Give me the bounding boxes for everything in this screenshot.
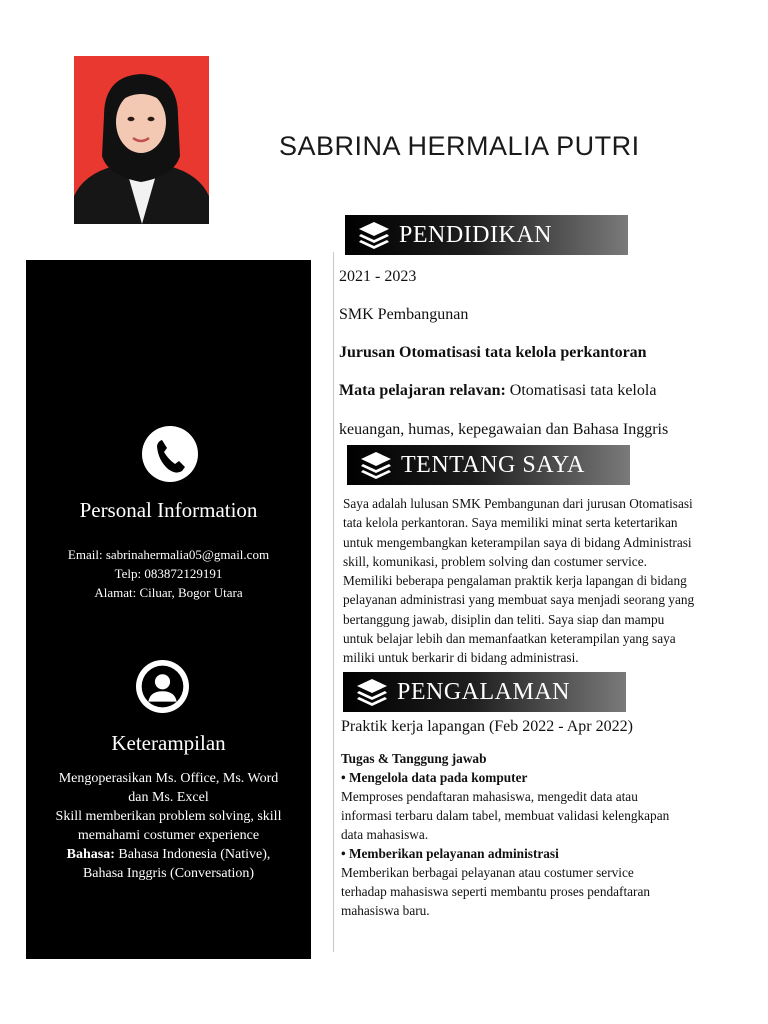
candidate-name: SABRINA HERMALIA PUTRI xyxy=(279,131,640,161)
about-line: Memiliki beberapa pengalaman praktik kerja lapangan di bidang xyxy=(343,573,687,589)
about-line: untuk mengembangkan keterampilan saya di bidang Administrasi xyxy=(343,534,692,550)
major-text: Jurusan Otomatisasi tata kelola perkantoran xyxy=(339,344,647,361)
email-text: Email: sabrinahermalia05@gmail.com xyxy=(67,547,270,562)
language-label: Bahasa: xyxy=(66,847,115,862)
education-heading: PENDIDIKAN xyxy=(399,221,552,248)
phone-icon xyxy=(142,426,198,482)
skills-block xyxy=(26,769,311,883)
education-subjects xyxy=(339,382,656,400)
education-years: 2021 - 2023 xyxy=(339,268,417,285)
about-line: tata kelola perkantoran. Saya memiliki minat serta ketertarikan xyxy=(343,515,678,531)
layers-icon xyxy=(357,220,391,250)
duties-title-text: Tugas & Tanggung jawab xyxy=(341,751,487,766)
duties-title xyxy=(341,749,761,768)
education-subjects-2: keuangan, humas, kepegawaian dan Bahasa Inggris xyxy=(339,421,669,438)
skill-line: memahami costumer experience xyxy=(77,828,260,843)
sidebar xyxy=(26,260,311,959)
about-line: bertanggung jawab, disiplin dan teliti. Saya siap dan mampu xyxy=(343,611,665,627)
duty1-title xyxy=(341,768,761,787)
about-line: Saya adalah lulusan SMK Pembangunan dari jurusan Otomatisasi xyxy=(343,496,693,511)
duty1-line: informasi terbaru dalam tabel, membuat validasi kelengkapan xyxy=(341,808,670,823)
skill-line: dan Ms. Excel xyxy=(128,790,209,805)
language-value: Bahasa Indonesia (Native), xyxy=(114,847,271,862)
subjects-value: Otomatisasi tata kelola xyxy=(505,382,657,399)
user-icon xyxy=(136,660,189,713)
layers-icon xyxy=(355,677,389,707)
education-banner xyxy=(345,215,628,255)
about-line: miliki untuk berkarir di bidang administrasi. xyxy=(343,650,579,666)
experience-banner xyxy=(343,672,626,712)
experience-heading: PENGALAMAN xyxy=(397,678,570,705)
about-banner xyxy=(347,445,630,485)
duty2-line: Memberikan berbagai pelayanan atau costumer service xyxy=(341,865,634,880)
duty1-title-text: • Mengelola data pada komputer xyxy=(341,770,528,785)
profile-photo xyxy=(74,56,209,224)
duty2-line: mahasiswa baru. xyxy=(341,903,430,918)
subjects-label: Mata pelajaran relavan: xyxy=(339,382,506,399)
duty2-title xyxy=(341,844,761,863)
personal-info-title: Personal Information xyxy=(79,498,258,522)
education-major xyxy=(339,344,647,362)
skill-line: Skill memberikan problem solving, skill xyxy=(55,809,282,824)
about-line: skill, komunikasi, problem solving dan costumer service. xyxy=(343,553,647,569)
skills-title: Keterampilan xyxy=(111,731,226,755)
skill-line: Mengoperasikan Ms. Office, Ms. Word xyxy=(58,771,279,786)
address-text: Alamat: Ciluar, Bogor Utara xyxy=(94,585,243,600)
layers-icon xyxy=(359,450,393,480)
experience-title: Praktik kerja lapangan (Feb 2022 - Apr 2022) xyxy=(341,718,633,735)
about-text xyxy=(343,494,758,668)
contact-block xyxy=(26,545,311,602)
duty2-title-text: • Memberikan pelayanan administrasi xyxy=(341,846,559,861)
education-school: SMK Pembangunan xyxy=(339,306,469,323)
experience-body xyxy=(341,749,761,920)
duty1-line: data mahasiswa. xyxy=(341,827,429,842)
duty2-line: terhadap mahasiswa seperti membantu proses pendaftaran xyxy=(341,884,651,899)
about-line: pelayanan administrasi yang membuat saya menjadi seorang yang xyxy=(343,592,695,608)
duty1-line: Memproses pendaftaran mahasiswa, mengedit data atau xyxy=(341,789,638,804)
divider xyxy=(333,252,334,952)
about-line: untuk belajar lebih dan memanfaatkan keterampilan yang saya xyxy=(343,631,676,647)
language-line xyxy=(26,845,311,864)
language-line-2: Bahasa Inggris (Conversation) xyxy=(82,866,255,881)
phone-text: Telp: 083872129191 xyxy=(114,566,223,581)
about-heading: TENTANG SAYA xyxy=(401,451,585,478)
